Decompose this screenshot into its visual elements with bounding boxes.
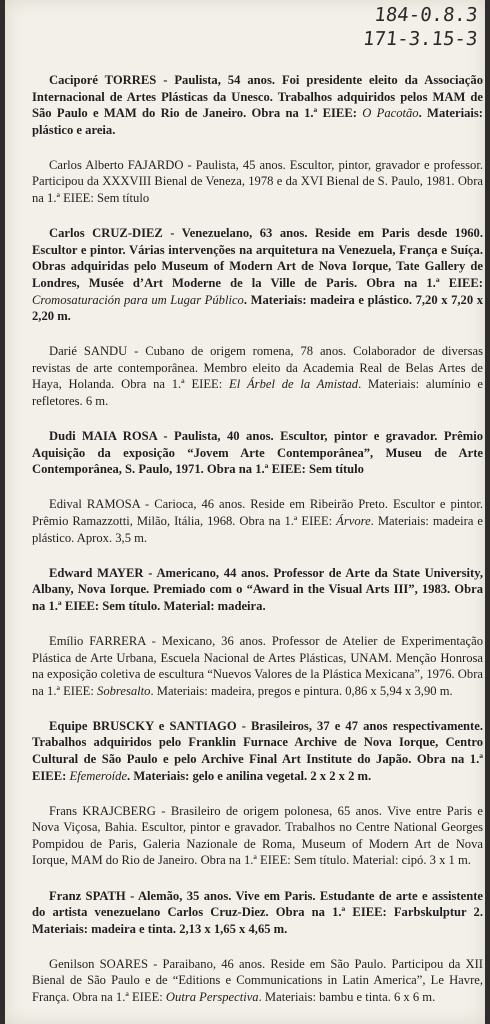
entry-text: Dudi MAIA ROSA - Paulista, 40 anos. Escultor, pintor e gravador. Prêmio Aquisição da exposição “Jovem Arte Contemporânea”, Museu de Arte Contemporânea, S. Paulo, 1971. Obra na 1.ª EIEE: Sem título <box>32 429 483 477</box>
document-page <box>5 0 485 1024</box>
artist-entry <box>32 428 483 478</box>
entry-materials: . Materiais: madeira e plástico. 7,20 x 7,20 x 2,20 m. <box>32 292 483 324</box>
entry-materials: . Materiais: madeira e plástico. Aprox. 3,5 m. <box>32 513 483 545</box>
artist-entry <box>32 633 483 699</box>
work-title: O Pacotão <box>362 106 419 121</box>
work-title: El Árbel de la Amistad <box>229 377 359 392</box>
artist-list <box>32 72 483 1024</box>
entry-text: Franz SPATH - Alemão, 35 anos. Vive em Paris. Estudante de arte e assistente do artista venezuelano Carlos Cruz-Diez. Obra na 1.ª EIEE: Farbskulptur 2. Materiais: madeira e tinta. 2,13 x 1,65 x 4,65 m. <box>32 888 483 936</box>
entry-text: Darié SANDU - Cubano de origem romena, 78 anos. Colaborador de diversas revistas de arte contemporânea. Membro eleito da Academia Real de Belas Artes de Haya, Holanda. Obra na 1.ª EIEE: <box>32 344 483 392</box>
artist-entry <box>32 496 483 546</box>
artist-entry <box>32 225 483 325</box>
entry-text: Emílio FARRERA - Mexicano, 36 anos. Professor de Atelier de Experimentação Plástica de Arte Urbana, Escuela Nacional de Artes Plásticas, UNAM. Menção Honrosa na exposição coletiva de escultura “Nuevos Valores de la Plástica Mexicana”, 1976. Obra na 1.ª EIEE: <box>32 633 483 698</box>
entry-text: Edward MAYER - Americano, 44 anos. Professor de Arte da State University, Albany, Nova Iorque. Premiado com o “Award in the Visual Arts III”, 1983. Obra na 1.ª EIEE: Sem título. Material: madeira. <box>32 565 483 613</box>
artist-entry <box>32 956 483 1006</box>
entry-text: Caciporé TORRES - Paulista, 54 anos. Foi presidente eleito da Associação Internacional de Artes Plásticas da Unesco. Trabalhos adquiridos pelos MAM de São Paulo e MAM do Rio de Janeiro. Obra na 1.ª EIEE: <box>32 73 483 121</box>
artist-entry <box>32 888 483 938</box>
artist-entry <box>32 565 483 615</box>
artist-entry <box>32 157 483 207</box>
work-title: Árvore <box>336 513 371 528</box>
artist-entry <box>32 803 483 869</box>
entry-text: Carlos CRUZ-DIEZ - Venezuelano, 63 anos. Reside em Paris desde 1960. Escultor e pintor. Várias intervenções na arquitetura na Venezuela, França e Suíça. Obras adquiridas pelo Museum of Modern Art de Nova Iorque, Tate Gallery de Londres, Musée d’Art Moderne de la Ville de Paris. Obra na 1.ª EIEE: <box>32 226 483 290</box>
work-title: Sobresalto <box>97 683 151 698</box>
entry-materials: . Materiais: gelo e anilina vegetal. 2 x 2 x 2 m. <box>127 768 372 783</box>
handwritten-line-1: 184-0.8.3 <box>372 4 479 26</box>
artist-entry <box>32 72 483 138</box>
work-title: Cromosaturación para um Lugar Público <box>32 292 244 307</box>
handwritten-catalog-numbers <box>363 3 477 51</box>
entry-text: Genilson SOARES - Paraibano, 46 anos. Reside em São Paulo. Participou da XII Bienal de São Paulo e de “Editions e Communications in Latin America”, Le Havre, França. Obra na 1.ª EIEE: <box>32 956 483 1005</box>
entry-materials: . Materiais: alumínio e refletores. 6 m. <box>32 377 484 408</box>
entry-materials: . Materiais: madeira, pregos e pintura. 0,86 x 5,94 x 3,90 m. <box>150 683 453 698</box>
work-title: Outra Perspectiva <box>165 990 259 1005</box>
entry-text: Edival RAMOSA - Carioca, 46 anos. Reside em Ribeirão Preto. Escultor e pintor. Prêmio Ramazzotti, Milão, Itália, 1968. Obra na 1.ª EIEE: <box>32 497 483 528</box>
entry-materials: . Materiais: plástico e areia. <box>32 106 484 137</box>
entry-text: Equipe BRUSCKY e SANTIAGO - Brasileiros, 37 e 47 anos respectivamente. Trabalhos adquiridos pelo Franklin Furnace Archive de Nova Iorque, Centro Cultural de São Paulo e pelo Archive Final Art Institute do Japão. Obra na 1.ª EIEE: <box>32 718 483 783</box>
artist-entry <box>32 718 483 784</box>
entry-materials: . Materiais: bambu e tinta. 6 x 6 m. <box>258 990 436 1005</box>
entry-text: Frans KRAJCBERG - Brasileiro de origem polonesa, 65 anos. Vive entre Paris e Nova Viçosa, Bahia. Escultor, pintor e gravador. Trabalhos no Centre National Georges Pompidou de Paris, Galeria Nazionale de Roma, Museum of Modern Art de Nova Iorque, MAM do Rio de Janeiro. Obra na 1.ª EIEE: Sem título. Material: cipó. 3 x 1 m. <box>32 803 483 868</box>
entry-text: Carlos Alberto FAJARDO - Paulista, 45 anos. Escultor, pintor, gravador e professor. Participou da XXXVIII Bienal de Veneza, 1978 e da XVI Bienal de S. Paulo, 1981. Obra na 1.ª EIEE: Sem título <box>32 157 483 206</box>
work-title: Efemeroíde <box>69 768 128 783</box>
handwritten-line-2: 171-3.15-3 <box>361 28 479 50</box>
artist-entry <box>32 343 483 409</box>
